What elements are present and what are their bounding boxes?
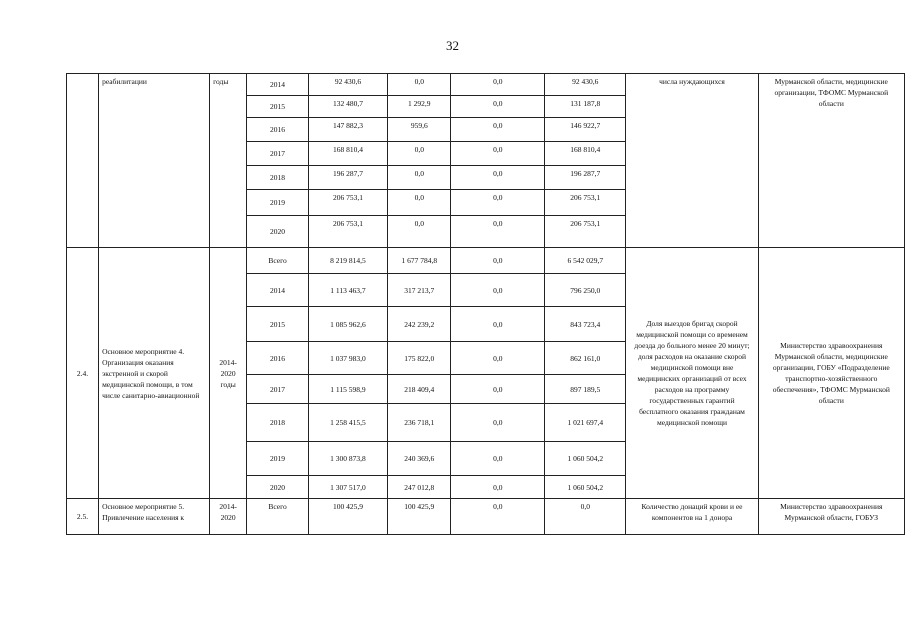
- indicator: числа нуждающихся: [626, 74, 758, 248]
- federal-budget: 0,0: [388, 142, 451, 166]
- regional-budget: 0,0: [451, 166, 545, 190]
- year-cell: Всего: [247, 499, 309, 535]
- regional-budget: 0,0: [451, 442, 545, 476]
- regional-budget: 0,0: [451, 342, 545, 375]
- executor: Министерство здравоохранения Мурманской области, медицинские организации, ГОБУ «Подразделение транспортно-хозяйственного обеспечения», ТФОМС Мурманской области: [758, 248, 904, 499]
- total-amount: 1 307 517,0: [308, 476, 387, 499]
- tfoms-funds: 92 430,6: [545, 74, 626, 96]
- total-amount: 147 882,3: [308, 118, 387, 142]
- indicator: Количество донаций крови и ее компонентов на 1 донора: [626, 499, 758, 535]
- implementation-period: 2014-2020 годы: [210, 248, 247, 499]
- year-cell: 2014: [247, 274, 309, 307]
- year-cell: 2020: [247, 216, 309, 248]
- tfoms-funds: 862 161,0: [545, 342, 626, 375]
- executor: Мурманской области, медицинские организации, ТФОМС Мурманской области: [758, 74, 904, 248]
- tfoms-funds: 131 187,8: [545, 96, 626, 118]
- block-blood-donation: [67, 499, 905, 535]
- regional-budget: 0,0: [451, 96, 545, 118]
- year-cell: 2015: [247, 96, 309, 118]
- regional-budget: 0,0: [451, 307, 545, 342]
- regional-budget: 0,0: [451, 190, 545, 216]
- tfoms-funds: 1 060 504,2: [545, 442, 626, 476]
- year-cell: 2015: [247, 307, 309, 342]
- year-cell: Всего: [247, 248, 309, 274]
- total-amount: 168 810,4: [308, 142, 387, 166]
- total-amount: 100 425,9: [308, 499, 387, 535]
- total-amount: 8 219 814,5: [308, 248, 387, 274]
- row-number: [67, 74, 99, 248]
- year-cell: 2016: [247, 342, 309, 375]
- tfoms-funds: 146 922,7: [545, 118, 626, 142]
- year-cell: 2019: [247, 190, 309, 216]
- federal-budget: 959,6: [388, 118, 451, 142]
- tfoms-funds: 6 542 029,7: [545, 248, 626, 274]
- program-table: [66, 73, 905, 535]
- year-cell: 2019: [247, 442, 309, 476]
- federal-budget: 0,0: [388, 166, 451, 190]
- federal-budget: 242 239,2: [388, 307, 451, 342]
- measure-name: Основное мероприятие 4. Организация оказания экстренной и скорой медицинской помощи, в том числе санитарно-авиационной: [99, 248, 210, 499]
- table-row: [67, 499, 905, 535]
- regional-budget: 0,0: [451, 499, 545, 535]
- federal-budget: 0,0: [388, 216, 451, 248]
- tfoms-funds: 168 810,4: [545, 142, 626, 166]
- total-amount: 1 300 873,8: [308, 442, 387, 476]
- implementation-period: годы: [210, 74, 247, 248]
- year-cell: 2020: [247, 476, 309, 499]
- total-amount: 206 753,1: [308, 216, 387, 248]
- federal-budget: 100 425,9: [388, 499, 451, 535]
- year-cell: 2016: [247, 118, 309, 142]
- year-cell: 2018: [247, 166, 309, 190]
- regional-budget: 0,0: [451, 142, 545, 166]
- block-emergency-care: [67, 248, 905, 499]
- total-amount: 132 480,7: [308, 96, 387, 118]
- year-cell: 2014: [247, 74, 309, 96]
- total-amount: 1 037 983,0: [308, 342, 387, 375]
- federal-budget: 0,0: [388, 190, 451, 216]
- implementation-period: 2014-2020: [210, 499, 247, 535]
- regional-budget: 0,0: [451, 476, 545, 499]
- total-amount: 196 287,7: [308, 166, 387, 190]
- tfoms-funds: 1 060 504,2: [545, 476, 626, 499]
- federal-budget: 218 409,4: [388, 375, 451, 404]
- measure-name: Основное мероприятие 5. Привлечение населения к: [99, 499, 210, 535]
- total-amount: 1 113 463,7: [308, 274, 387, 307]
- regional-budget: 0,0: [451, 375, 545, 404]
- federal-budget: 0,0: [388, 74, 451, 96]
- indicator: Доля выездов бригад скорой медицинской помощи со временем доезда до больного менее 20 минут; доля расходов на оказание скорой медицинской помощи вне медицинских организаций от всех расходов на программу государственных гарантий бесплатного оказания гражданам медицинской помощи: [626, 248, 758, 499]
- total-amount: 1 115 598,9: [308, 375, 387, 404]
- measure-name: реабилитации: [99, 74, 210, 248]
- federal-budget: 1 292,9: [388, 96, 451, 118]
- tfoms-funds: 206 753,1: [545, 216, 626, 248]
- tfoms-funds: 843 723,4: [545, 307, 626, 342]
- page-number: 32: [446, 38, 459, 53]
- total-amount: 1 258 415,5: [308, 404, 387, 442]
- regional-budget: 0,0: [451, 74, 545, 96]
- regional-budget: 0,0: [451, 274, 545, 307]
- tfoms-funds: 206 753,1: [545, 190, 626, 216]
- federal-budget: 1 677 784,8: [388, 248, 451, 274]
- year-cell: 2017: [247, 142, 309, 166]
- regional-budget: 0,0: [451, 404, 545, 442]
- tfoms-funds: 897 189,5: [545, 375, 626, 404]
- table-row: [67, 74, 905, 96]
- row-number: 2.5.: [67, 499, 99, 535]
- tfoms-funds: 796 250,0: [545, 274, 626, 307]
- federal-budget: 247 012,8: [388, 476, 451, 499]
- tfoms-funds: 196 287,7: [545, 166, 626, 190]
- federal-budget: 240 369,6: [388, 442, 451, 476]
- year-cell: 2017: [247, 375, 309, 404]
- total-amount: 92 430,6: [308, 74, 387, 96]
- total-amount: 1 085 962,6: [308, 307, 387, 342]
- regional-budget: 0,0: [451, 248, 545, 274]
- federal-budget: 175 822,0: [388, 342, 451, 375]
- row-number: 2.4.: [67, 248, 99, 499]
- regional-budget: 0,0: [451, 216, 545, 248]
- executor: Министерство здравоохранения Мурманской области, ГОБУЗ: [758, 499, 904, 535]
- regional-budget: 0,0: [451, 118, 545, 142]
- year-cell: 2018: [247, 404, 309, 442]
- total-amount: 206 753,1: [308, 190, 387, 216]
- federal-budget: 317 213,7: [388, 274, 451, 307]
- table-row: [67, 248, 905, 274]
- federal-budget: 236 718,1: [388, 404, 451, 442]
- tfoms-funds: 1 021 697,4: [545, 404, 626, 442]
- block-rehabilitation: [67, 74, 905, 248]
- tfoms-funds: 0,0: [545, 499, 626, 535]
